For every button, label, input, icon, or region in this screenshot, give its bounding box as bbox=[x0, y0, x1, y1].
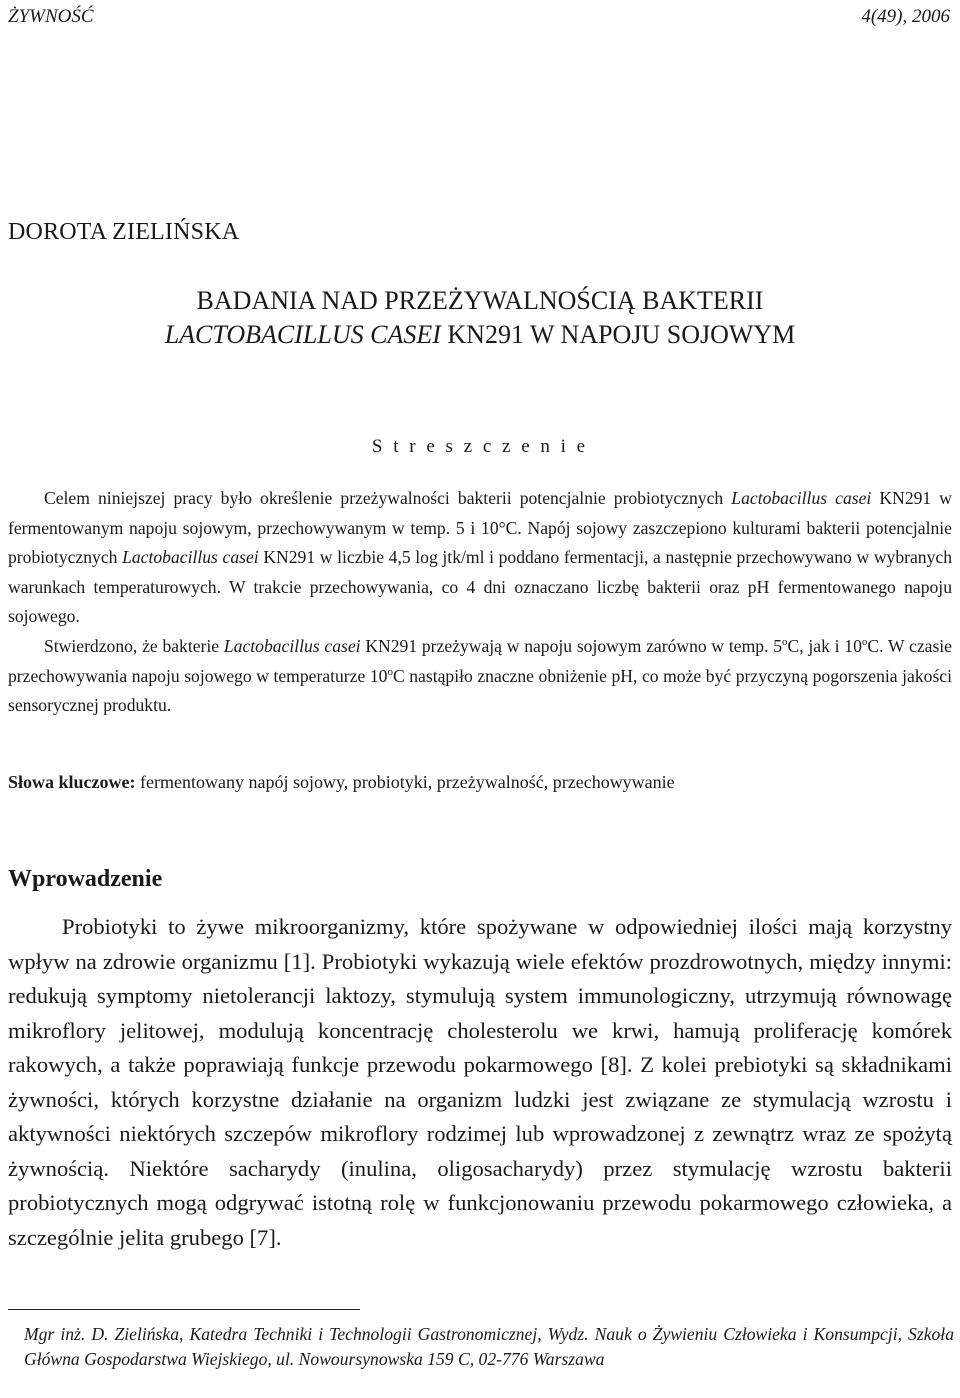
keywords-label: Słowa kluczowe: bbox=[8, 772, 136, 792]
abstract-p1-text-a: Celem niniejszej pracy było określenie przeżywalności bakterii potencjalnie probiotycznych bbox=[44, 488, 732, 508]
abstract-p2-species: Lactobacillus casei bbox=[223, 635, 361, 656]
abstract-p2-text-c: KN291 przeżywają w napoju sojowym zarówno w temp. 5 bbox=[360, 635, 783, 656]
abstract-heading: S t r e s z c z e n i e bbox=[371, 436, 589, 457]
abstract-p2-text-e: C. W czasie przechowywania napoju sojowego w temperaturze 10 bbox=[8, 635, 952, 686]
abstract-p1-species-2: Lactobacillus casei bbox=[122, 547, 259, 568]
abstract-body bbox=[8, 484, 952, 721]
abstract-p2-text-f: C nastąpiło znaczne obniżenie pH, co może być przyczyną pogorszenia jakości sensorycznej produktu. bbox=[8, 665, 952, 716]
abstract-paragraph-2 bbox=[8, 632, 952, 721]
degree-sup-3: o bbox=[387, 665, 393, 678]
abstract-p2-text-d: C, jak i 10 bbox=[787, 635, 862, 656]
abstract-p1-text-c: KN291 w fermentowanym napoju sojowym, przechowywanym w temp. 5 i 10°C. Napój sojowy zaszczepiono kulturami bakterii potencjalnie probiotycznych bbox=[8, 488, 952, 568]
abstract-paragraph-1 bbox=[8, 484, 952, 632]
keywords-text: fermentowany napój sojowy, probiotyki, przeżywalność, przechowywanie bbox=[135, 772, 675, 792]
abstract-p1-text-e: KN291 w liczbie 4,5 log jtk/ml i poddano fermentacji, a następnie przechowywano w wybranych warunkach temperaturowych. W trakcie przechowywania, co 4 dni oznaczano liczbę bakterii oraz pH fermentowanego napoju sojowego. bbox=[8, 547, 953, 627]
abstract-p1-species-1: Lactobacillus casei bbox=[731, 488, 872, 508]
author-affiliation-footnote: Mgr inż. D. Zielińska, Katedra Techniki i Technologii Gastronomicznej, Wydz. Nauk o Żywieniu Człowieka i Konsumpcji, Szkoła Główna Gospodarstwa Wiejskiego, ul. Nowoursynowska 159 C, 02-776 Warszawa bbox=[24, 1324, 954, 1369]
title-species-italic: LACTOBACILLUS CASEI bbox=[164, 320, 441, 349]
issue-number: 4(49), 2006 bbox=[861, 6, 950, 27]
degree-sup-1: o bbox=[782, 635, 788, 648]
title-line-2-rest: KN291 W NAPOJU SOJOWYM bbox=[440, 320, 796, 349]
footnote-divider bbox=[8, 1309, 360, 1310]
author-name: DOROTA ZIELIŃSKA bbox=[8, 219, 240, 245]
title-line-1: BADANIA NAD PRZEŻYWALNOŚCIĄ BAKTERII bbox=[196, 286, 764, 315]
section-heading-introduction: Wprowadzenie bbox=[8, 866, 163, 892]
abstract-p2-text-a: Stwierdzono, że bakterie bbox=[44, 635, 224, 656]
journal-name: ŻYWNOŚĆ bbox=[8, 6, 94, 27]
keywords bbox=[8, 772, 675, 793]
title-line-2 bbox=[0, 320, 960, 350]
degree-sup-2: o bbox=[861, 635, 868, 648]
introduction-paragraph: Probiotyki to żywe mikroorganizmy, które spożywane w odpowiedniej ilości mają korzystny wpływ na zdrowie organizmu [1]. Probiotyki wykazują wiele efektów prozdrowotnych, między innymi: redukują symptomy nietolerancji laktozy, stymulują system immunologiczny, utrzymują równowagę mikroflory jelitowej, modulują koncentrację cholesterolu we krwi, hamują proliferację komórek rakowych, a także poprawiają funkcje przewodu pokarmowego [8]. Z kolei prebiotyki są składnikami żywności, których korzystne działanie na organizm ludzki jest związane ze stymulacją wzrostu i aktywności niektórych szczepów mikroflory rodzimej lub wprowadzonej z zewnątrz wraz ze spożytą żywnością. Niektóre sacharydy (inulina, oligosacharydy) przez stymulację wzrostu bakterii probiotycznych mogą odgrywać istotną rolę w funkcjonowaniu przewodu pokarmowego człowieka, a szczególnie jelita grubego [7]. bbox=[8, 914, 952, 1250]
